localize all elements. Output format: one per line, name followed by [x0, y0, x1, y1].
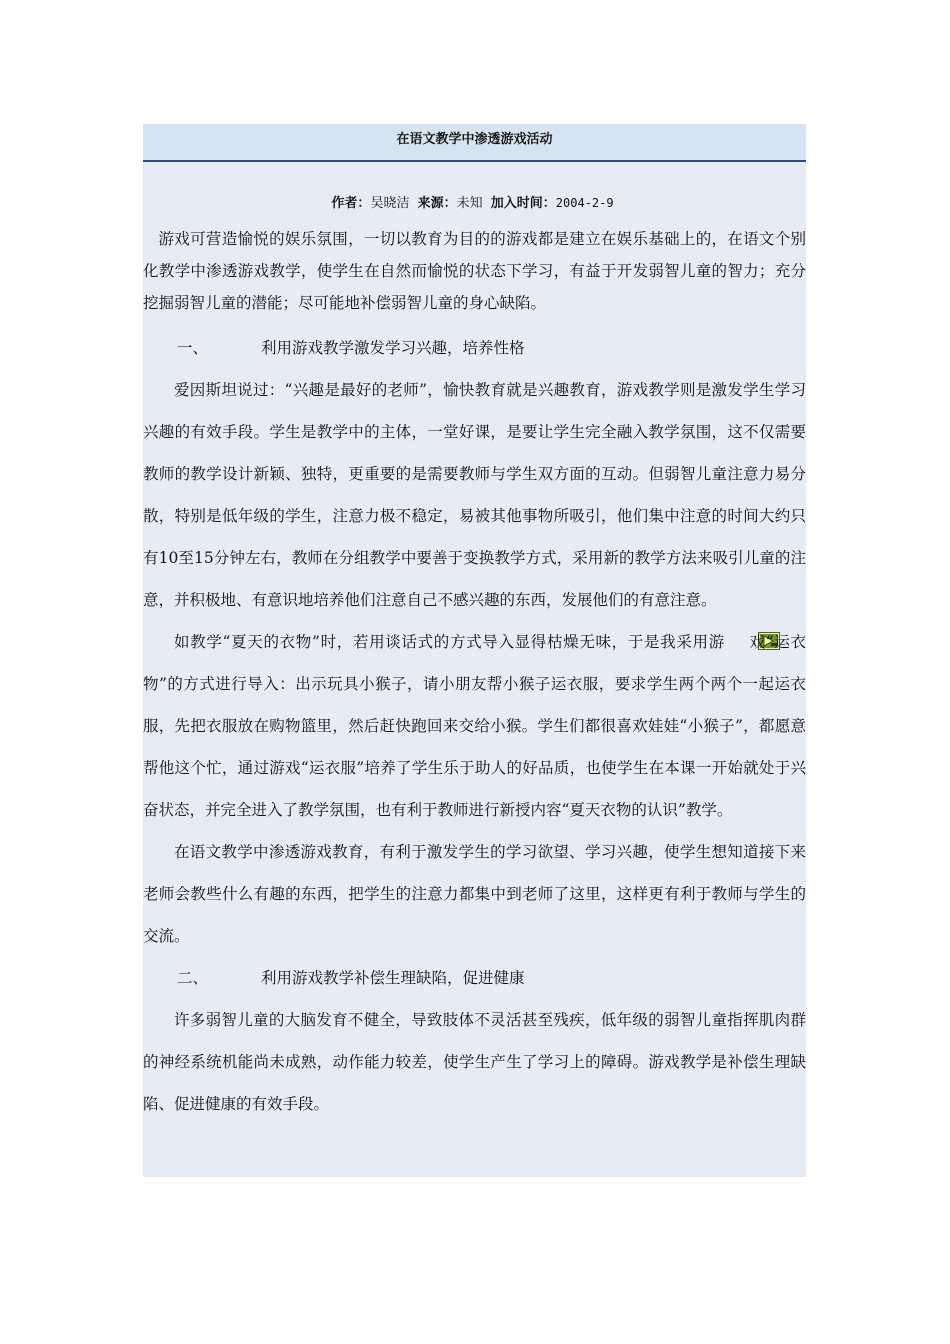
article-body: [143, 219, 806, 1125]
article-title: 在语文教学中渗透游戏活动: [396, 132, 553, 147]
section-heading-2: [143, 957, 806, 999]
section-heading-1: [143, 327, 806, 369]
author-name: 吴晓洁: [370, 196, 410, 211]
section-title-1: 利用游戏教学激发学习兴趣，培养性格: [261, 339, 525, 357]
section-number-2: 二、: [177, 969, 209, 987]
paragraph-example-rest: 戏“运衣物”的方式进行导入：出示玩具小猴子，请小朋友帮小猴子运衣服，要求学生两个两个一起运衣服，先把衣服放在购物篮里，然后赶快跑回来交给小猴。学生们都很喜欢娃娃“小猴子”，都愿意帮他这个忙，通过游戏“运衣服”培养了学生乐于助人的好品质，也使学生在本课一开始就处于兴奋状态，并完全进入了教学氛围，也有利于教师进行新授内容“夏天衣物的认识”教学。: [143, 633, 806, 819]
section-number-1: 一、: [177, 339, 209, 357]
title-bar: [143, 124, 806, 162]
paragraph-example-start: 如教学“夏天的衣物”时，若用谈话式的方式导入显得枯燥无味，于是我采用游: [174, 633, 725, 651]
date-value: 2004-2-9: [555, 196, 614, 210]
source-label: 来源：: [417, 196, 457, 211]
paragraph-intro: 游戏可营造愉悦的娱乐氛围，一切以教育为目的的游戏都是建立在娱乐基础上的，在语文个别化教学中渗透游戏教学，使学生在自然而愉悦的状态下学习，有益于开发弱智儿童的智力；充分挖掘弱智儿童的潜能；尽可能地补偿弱智儿童的身心缺陷。: [143, 230, 806, 312]
article-meta: [143, 194, 806, 213]
author-label: 作者：: [331, 196, 371, 211]
source-value: 未知: [456, 196, 483, 211]
paragraph-example: [143, 621, 806, 831]
article-panel: [143, 124, 806, 1177]
pencil-note-icon[interactable]: [727, 624, 749, 642]
paragraph-physical: 许多弱智儿童的大脑发育不健全，导致肢体不灵活甚至残疾，低年级的弱智儿童指挥肌肉群的神经系统机能尚未成熟，动作能力较差，使学生产生了学习上的障碍。游戏教学是补偿生理缺陷、促进健康的有效手段。: [143, 1011, 806, 1113]
paragraph-interest: 爱因斯坦说过：“兴趣是最好的老师”，愉快教育就是兴趣教育，游戏教学则是激发学生学习兴趣的有效手段。学生是教学中的主体，一堂好课，是要让学生完全融入教学氛围，这不仅需要教师的教学设计新颖、独特，更重要的是需要教师与学生双方面的互动。但弱智儿童注意力易分散，特别是低年级的学生，注意力极不稳定，易被其他事物所吸引，他们集中注意的时间大约只有10至15分钟左右，教师在分组教学中要善于变换教学方式，采用新的教学方法来吸引儿童的注意，并积极地、有意识地培养他们注意自己不感兴趣的东西，发展他们的有意注意。: [143, 381, 806, 609]
date-label: 加入时间：: [490, 196, 556, 211]
paragraph-summary: 在语文教学中渗透游戏教育，有利于激发学生的学习欲望、学习兴趣，使学生想知道接下来老师会教些什么有趣的东西，把学生的注意力都集中到老师了这里，这样更有利于教师与学生的交流。: [143, 843, 806, 945]
section-title-2: 利用游戏教学补偿生理缺陷，促进健康: [261, 969, 525, 987]
